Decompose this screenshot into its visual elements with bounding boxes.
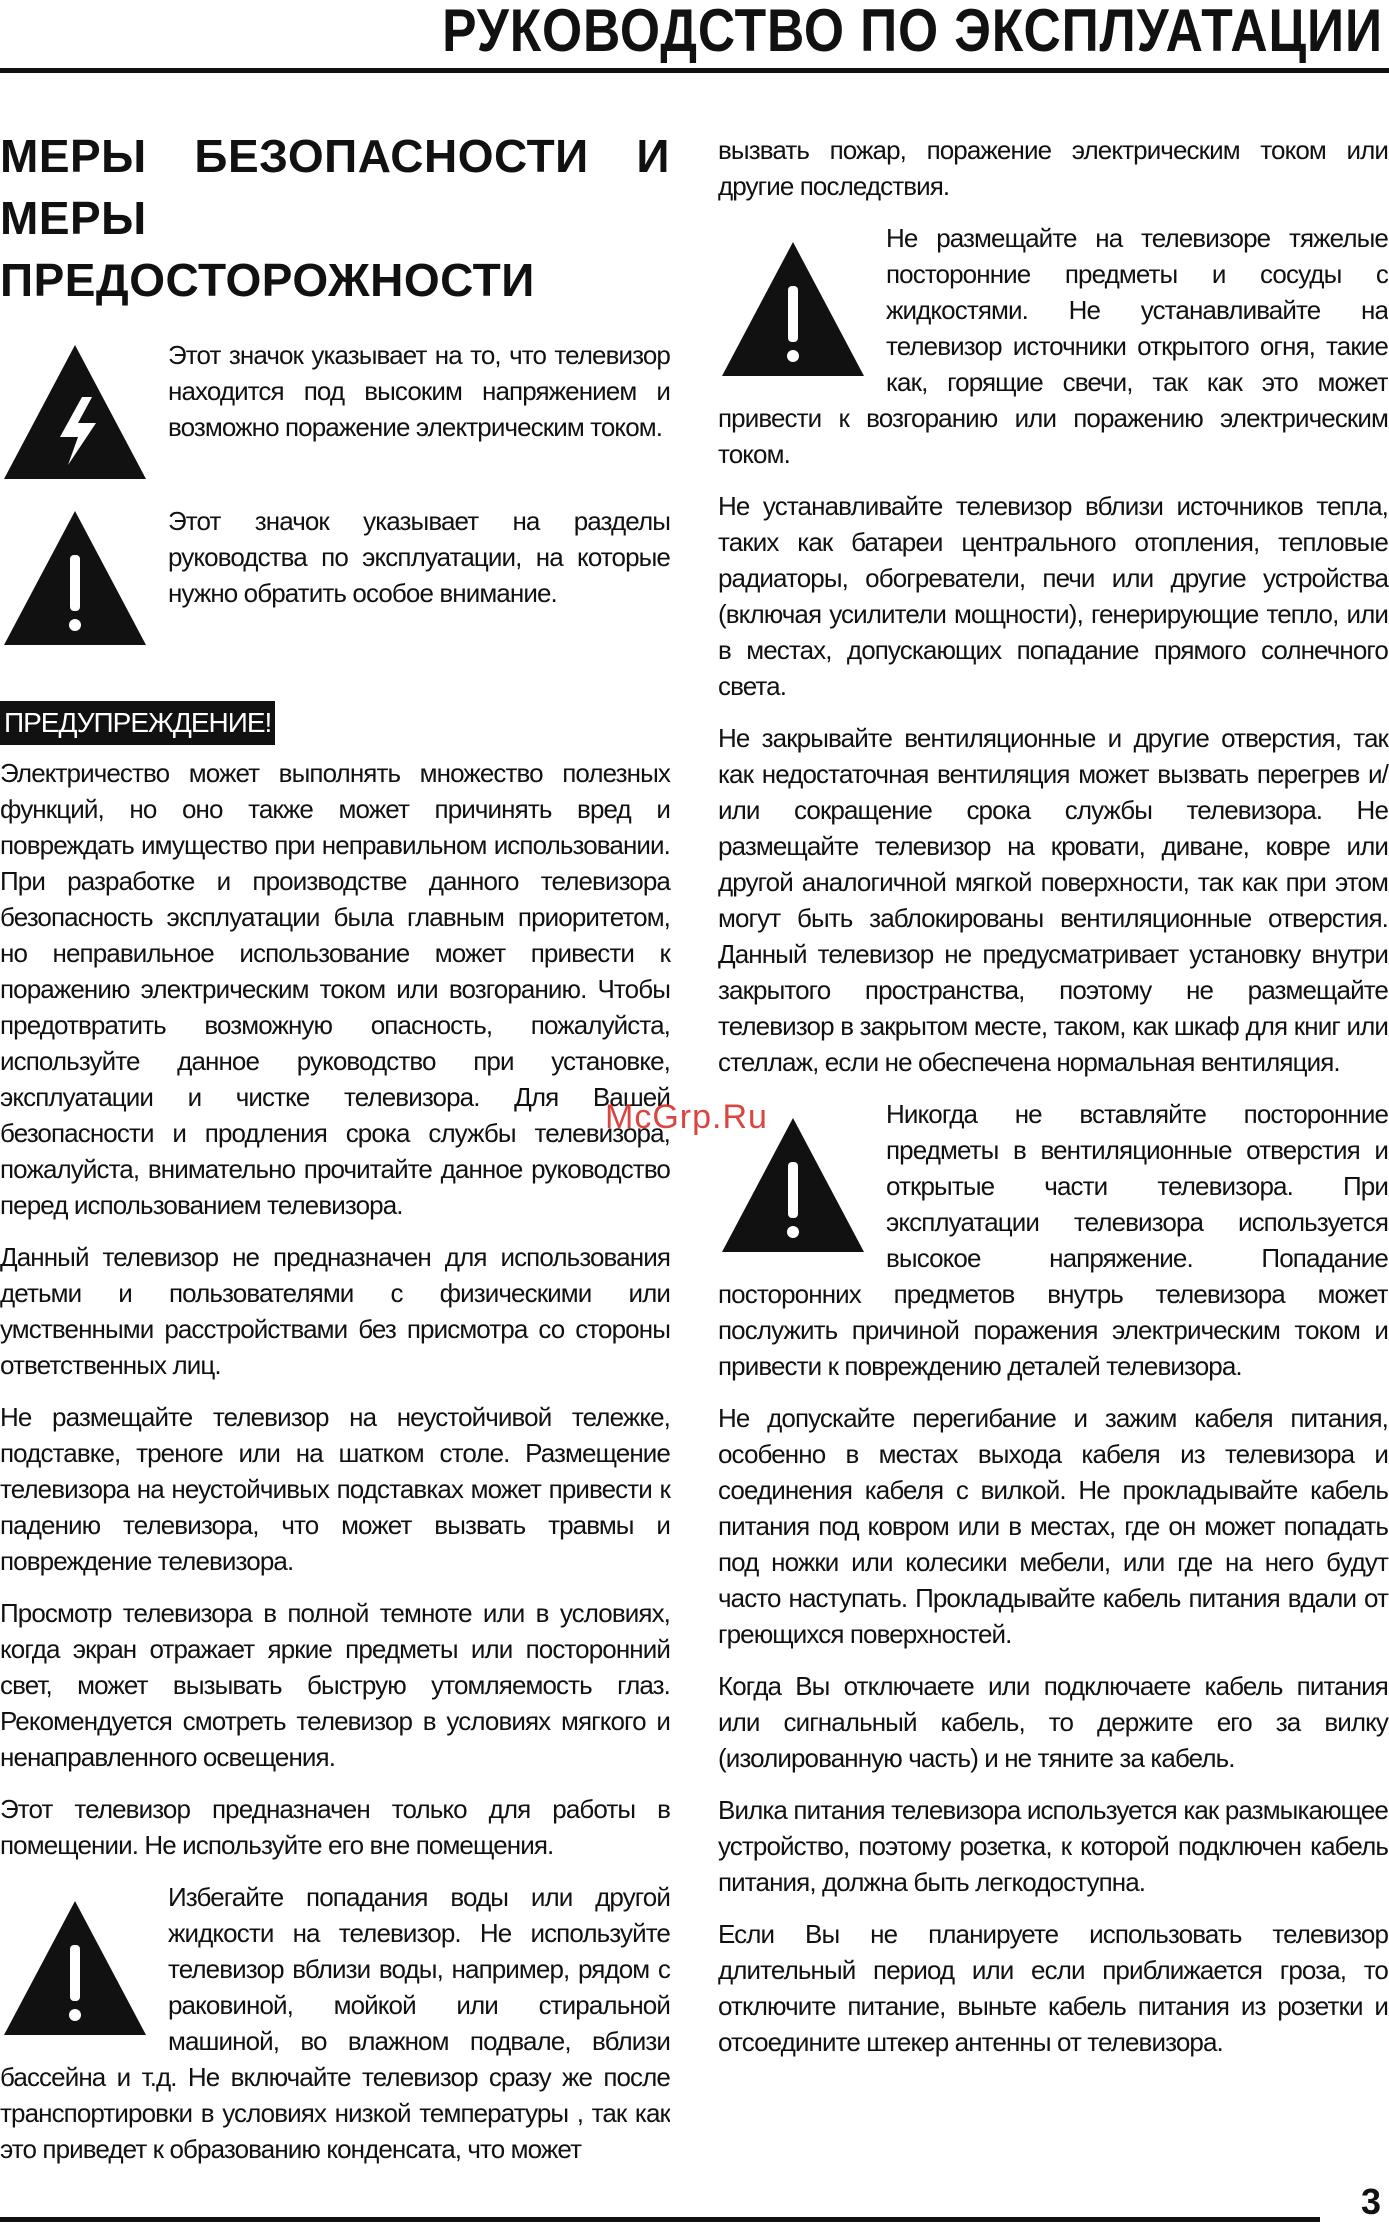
water-notice <box>0 1879 670 2167</box>
voltage-notice <box>0 337 670 487</box>
warning-label: ПРЕДУПРЕЖДЕНИЕ! <box>0 701 275 745</box>
watermark: McGrp.Ru <box>605 1098 768 1136</box>
paragraph: Электричество может выполнять множество полезных функций, но оно также может причинять вред и повреждать имущество при неправильном использовании. При разработке и производстве данного телевизора безопасность эксплуатации была главным приоритетом, но неправильное использование может привести к поражению электрическим током или возгоранию. Чтобы предотвратить возможную опасность, пожалуйста, используйте данное руководство при установке, эксплуатации и чистке телевизора. Для Вашей безопасности и продления срока службы телевизора, пожалуйста, внимательно прочитайте данное руководство перед использованием телевизора. <box>0 758 670 1220</box>
paragraph: вызвать пожар, поражение электрическим током или другие последствия. <box>718 135 1388 201</box>
heavy-objects-text: Не размещайте на телевизоре тяжелые посторонние предметы и сосуды с жидкостями. Не устанавливайте на телевизор источники открытого огня, такие как, горящие свечи, так как это может привести к возгоранию или поражению электрическим током. <box>718 223 1388 469</box>
paragraph: Этот телевизор предназначен только для работы в помещении. Не используйте его вне помещения. <box>0 1794 670 1860</box>
paragraph: Не устанавливайте телевизор вблизи источников тепла, таких как батареи центрального отопления, тепловые радиаторы, обогреватели, печи или другие устройства (включая усилители мощности), генерирующие тепло, или в местах, допускающих попадание прямого солнечного света. <box>718 491 1388 701</box>
paragraph: Не размещайте телевизор на неустойчивой тележке, подставке, треноге или на шатком столе. Размещение телевизора на неустойчивых подставках может привести к падению телевизора, что может вызвать травмы и повреждение телевизора. <box>0 1402 670 1576</box>
exclamation-warning-icon <box>0 503 150 653</box>
paragraph: Данный телевизор не предназначен для использования детьми и пользователями с физическими или умственными расстройствами без присмотра со стороны ответственных лиц. <box>0 1242 670 1380</box>
exclamation-warning-icon <box>0 1893 150 2043</box>
voltage-notice-text: Этот значок указывает на то, что телевизор находится под высоким напряжением и возможно поражение электрическим током. <box>168 340 670 442</box>
foreign-objects-text: Никогда не вставляйте посторонние предметы в вентиляционные отверстия и открытые части телевизора. При эксплуатации телевизора используется высокое напряжение. Попадание посторонних предметов внутрь телевизора может послужить причиной поражения электрическим током и привести к повреждению деталей телевизора. <box>718 1099 1388 1381</box>
paragraph: Просмотр телевизора в полной темноте или в условиях, когда экран отражает яркие предметы или посторонний свет, может вызывать быструю утомляемость глаз. Рекомендуется смотреть телевизор в условиях мягкого и ненаправленного освещения. <box>0 1598 670 1772</box>
caution-notice <box>0 503 670 653</box>
section-title: МЕРЫ БЕЗОПАСНОСТИ И МЕРЫ ПРЕДОСТОРОЖНОСТИ <box>0 130 670 306</box>
caution-notice-text: Этот значок указывает на разделы руководства по эксплуатации, на которые нужно обратить особое внимание. <box>168 506 670 608</box>
water-notice-text: Избегайте попадания воды или другой жидкости на телевизор. Не используйте телевизор вблизи воды, например, рядом с раковиной, мойкой или стиральной машиной, во влажном подвале, вблизи бассейна и т.д. Не включайте телевизор сразу же после транспортировки в условиях низкой температуры , так как это приведет к образованию конденсата, что может <box>0 1882 670 2164</box>
paragraph: Не закрывайте вентиляционные и другие отверстия, так как недостаточная вентиляция может вызвать перегрев и/или сокращение срока службы телевизора. Не размещайте телевизор на кровати, диване, ковре или другой аналогичной мягкой поверхности, так как при этом могут быть заблокированы вентиляционные отверстия. Данный телевизор не предусматривает установку внутри закрытого пространства, поэтому не размещайте телевизор в закрытом месте, таком, как шкаф для книг или стеллаж, если не обеспечена нормальная вентиляция. <box>718 723 1388 1077</box>
foreign-objects-notice <box>718 1096 1388 1384</box>
footer-rule <box>0 2217 1320 2222</box>
header-rule <box>0 68 1389 73</box>
page-number: 3 <box>1360 2181 1381 2222</box>
exclamation-warning-icon <box>718 234 868 384</box>
page-header-title: РУКОВОДСТВО ПО ЭКСПЛУАТАЦИИ <box>442 0 1383 64</box>
high-voltage-warning-icon <box>0 337 150 487</box>
paragraph: Вилка питания телевизора используется как размыкающее устройство, поэтому розетка, к которой подключен кабель питания, должна быть легкодоступна. <box>718 1795 1388 1897</box>
paragraph: Не допускайте перегибание и зажим кабеля питания, особенно в местах выхода кабеля из телевизора и соединения кабеля с вилкой. Не прокладывайте кабель питания под ковром или в местах, где он может попадать под ножки или колесики мебели, или где на него будут часто наступать. Прокладывайте кабель питания вдали от греющихся поверхностей. <box>718 1403 1388 1649</box>
left-column <box>0 125 670 2183</box>
right-column <box>718 132 1388 2076</box>
paragraph: Когда Вы отключаете или подключаете кабель питания или сигнальный кабель, то держите его за вилку (изолированную часть) и не тяните за кабель. <box>718 1671 1388 1773</box>
heavy-objects-notice <box>718 220 1388 472</box>
paragraph: Если Вы не планируете использовать телевизор длительный период или если приближается гроза, то отключите питание, выньте кабель питания из розетки и отсоедините штекер антенны от телевизора. <box>718 1919 1388 2057</box>
